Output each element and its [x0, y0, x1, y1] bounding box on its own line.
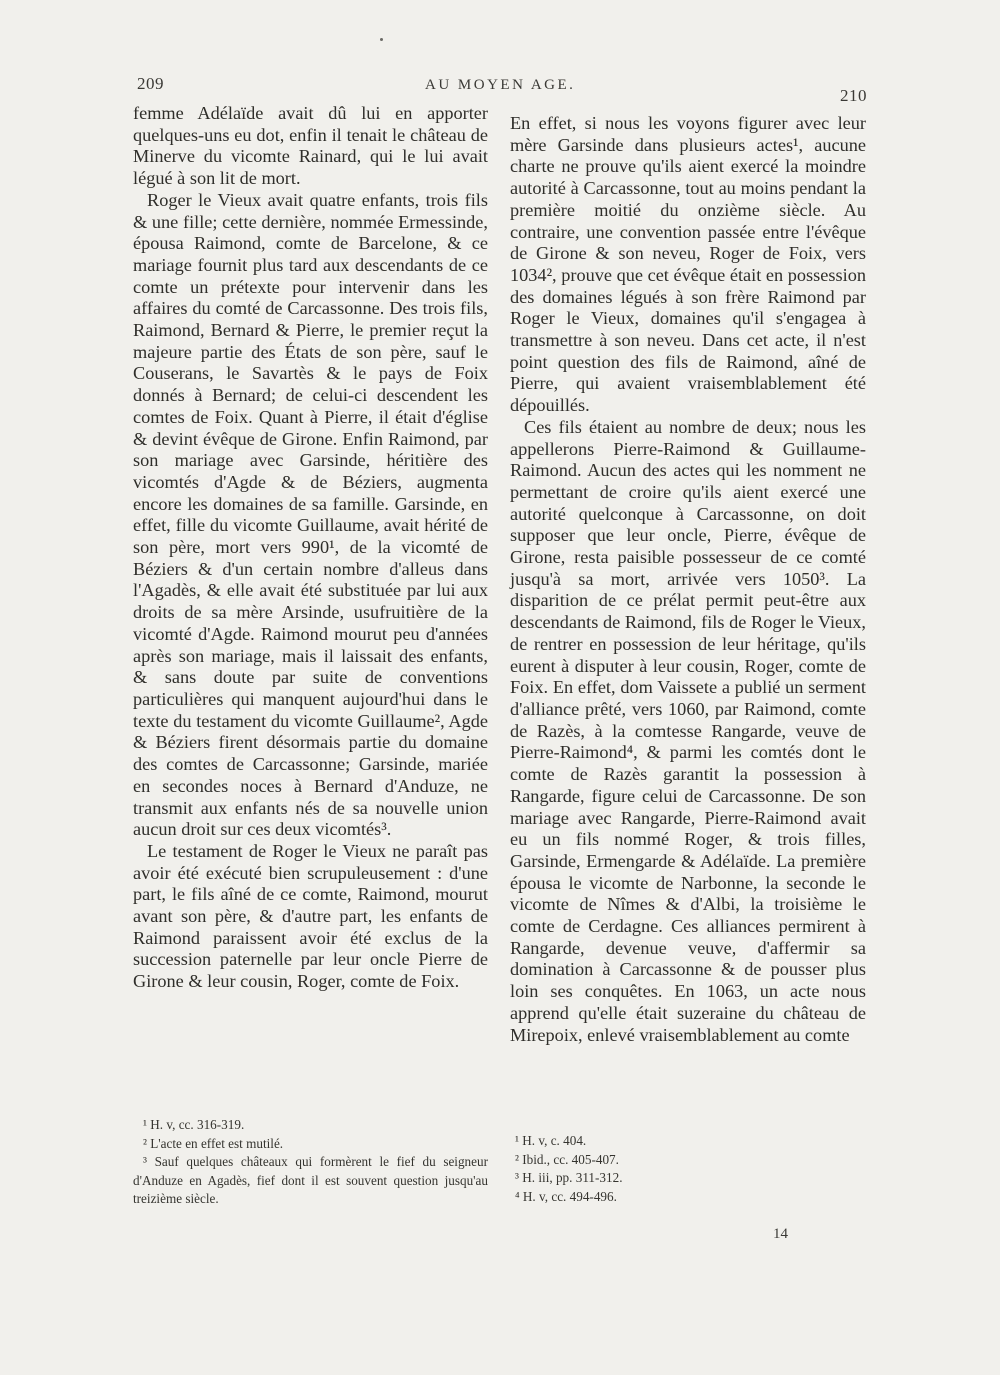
footnote: ¹ H. v, cc. 316-319.	[143, 1117, 245, 1132]
left-text-column	[133, 103, 488, 993]
footnote: ⁴ H. v, cc. 494-496.	[515, 1188, 617, 1204]
paragraph: En effet, si nous les voyons figurer avec leur mère Garsinde dans plusieurs actes¹, aucune charte ne prouve qu'ils aient exercé la moindre autorité à Carcassonne, tout au moins pendant la première moitié du onzième siècle. Au contraire, une convention passée entre l'évêque de Girone & son neveu, Roger de Foix, vers 1034², prouve que cet évêque était en possession des domaines légués à son frère Raimond par Roger le Vieux, domaines qu'il s'engagea à transmettre à son neveu. Dans cet acte, il n'est point question des fils de Raimond, aîné de Pierre, qui avaient vraisemblablement été dépouillés.	[510, 113, 866, 416]
running-title: AU MOYEN AGE.	[425, 77, 576, 93]
right-text-column	[510, 113, 866, 1046]
footnote: ² L'acte en effet est mutilé.	[143, 1135, 284, 1151]
paragraph: Ces fils étaient au nombre de deux; nous les appellerons Pierre-Raimond & Guillaume-Raimond. Aucun des actes qui les nomment ne permettant de croire qu'ils aient exercé une autorité quelconque à Carcassonne, on doit supposer que leur oncle, Pierre, évêque de Girone, resta paisible possesseur de ce comté jusqu'à sa mort, arrivée vers 1050³. La disparition de ce prélat permit peut-être aux descendants de Raimond, fils de Roger le Vieux, de rentrer en possession de leur héritage, qu'ils eurent à disputer à leur cousin, Roger, comte de Foix. En effet, dom Vaissete a publié un serment d'alliance prêté, vers 1060, par Raimond, comte de Razès, à la comtesse Rangarde, veuve de Pierre-Raimond⁴, & parmi les comtés dont le comte de Razès garantit la possession à Rangarde, figure celui de Carcassonne. De son mariage avec Rangarde, Pierre-Raimond avait eu un fils nommé Roger, & trois filles, Garsinde, Ermengarde & Adélaïde. La première épousa le vicomte de Narbonne, la seconde le vicomte de Nîmes & d'Albi, la troisième le comte de Cerdagne. Ces alliances permirent à Rangarde, devenue veuve, d'affermir sa domination à Carcassonne & de pousser plus loin ses conquêtes. En 1063, un acte nous apprend qu'elle était suzeraine du château de Mirepoix, enlevé vraisemblablement au comte	[510, 416, 866, 1045]
paragraph: femme Adélaïde avait dû lui en apporter quelques-uns eu dot, enfin il tenait le château de Minerve du vicomte Rainard, qui le lui avait légué à son lit de mort.	[133, 103, 488, 189]
paragraph: Le testament de Roger le Vieux ne paraît pas avoir été exécuté bien scrupuleusement : d'une part, le fils aîné de ce comte, Raimond, mourut avant son père, & d'autre part, les enfants de Raimond paraissent avoir été exclus de la succession paternelle par leur oncle Pierre de Girone & leur cousin, Roger, comte de Foix.	[133, 840, 488, 992]
paragraph: Roger le Vieux avait quatre enfants, trois fils & une fille; cette dernière, nommée Ermessinde, épousa Raimond, comte de Barcelone, & ce mariage fournit plus tard aux descendants de ce comte un prétexte pour intervenir dans les affaires du comté de Carcassonne. Des trois fils, Raimond, Bernard & Pierre, le premier reçut la majeure partie des États de son père, sauf le Couserans, le Savartès & le pays de Foix donnés à Bernard; de celui-ci descendent les comtes de Foix. Quant à Pierre, il était d'église & devint évêque de Girone. Enfin Raimond, par son mariage avec Garsinde, héritière des vicomtés d'Agde & de Béziers, augmenta encore les domaines de sa famille. Garsinde, en effet, fille du vicomte Guillaume, avait hérité de son père, mort vers 990¹, de la vicomté de Béziers & d'un certain nombre d'alleus dans l'Agadès, & elle avait été substituée par lui aux droits de sa mère Arsinde, usufruitière de la vicomté d'Agde. Raimond mourut peu d'années après son mariage, mais il laissait des enfants, & sans doute par suite de conventions particulières qui manquent aujourd'hui dans le texte du testament du vicomte Guillaume², Agde & Béziers firent désormais partie du domaine des comtes de Carcassonne; Garsinde, mariée en secondes noces à Bernard d'Anduze, ne transmit aux enfants nés de sa nouvelle union aucun droit sur ces deux vicomtés³.	[133, 189, 488, 840]
right-footnotes	[515, 1132, 815, 1206]
footnote: ³ Sauf quelques châteaux qui formèrent le fief du seigneur d'Anduze en Agadès, fief dont il est souvent question jusqu'au treizième siècle.	[133, 1154, 488, 1206]
print-speck	[380, 38, 383, 41]
left-footnotes	[133, 1116, 488, 1209]
right-page-number: 210	[840, 86, 867, 105]
left-page-number: 209	[137, 74, 164, 93]
footnote: ³ H. iii, pp. 311-312.	[515, 1170, 623, 1185]
signature-mark: 14	[773, 1226, 788, 1242]
footnote: ¹ H. v, c. 404.	[515, 1133, 587, 1148]
footnote: ² Ibid., cc. 405-407.	[515, 1151, 619, 1167]
